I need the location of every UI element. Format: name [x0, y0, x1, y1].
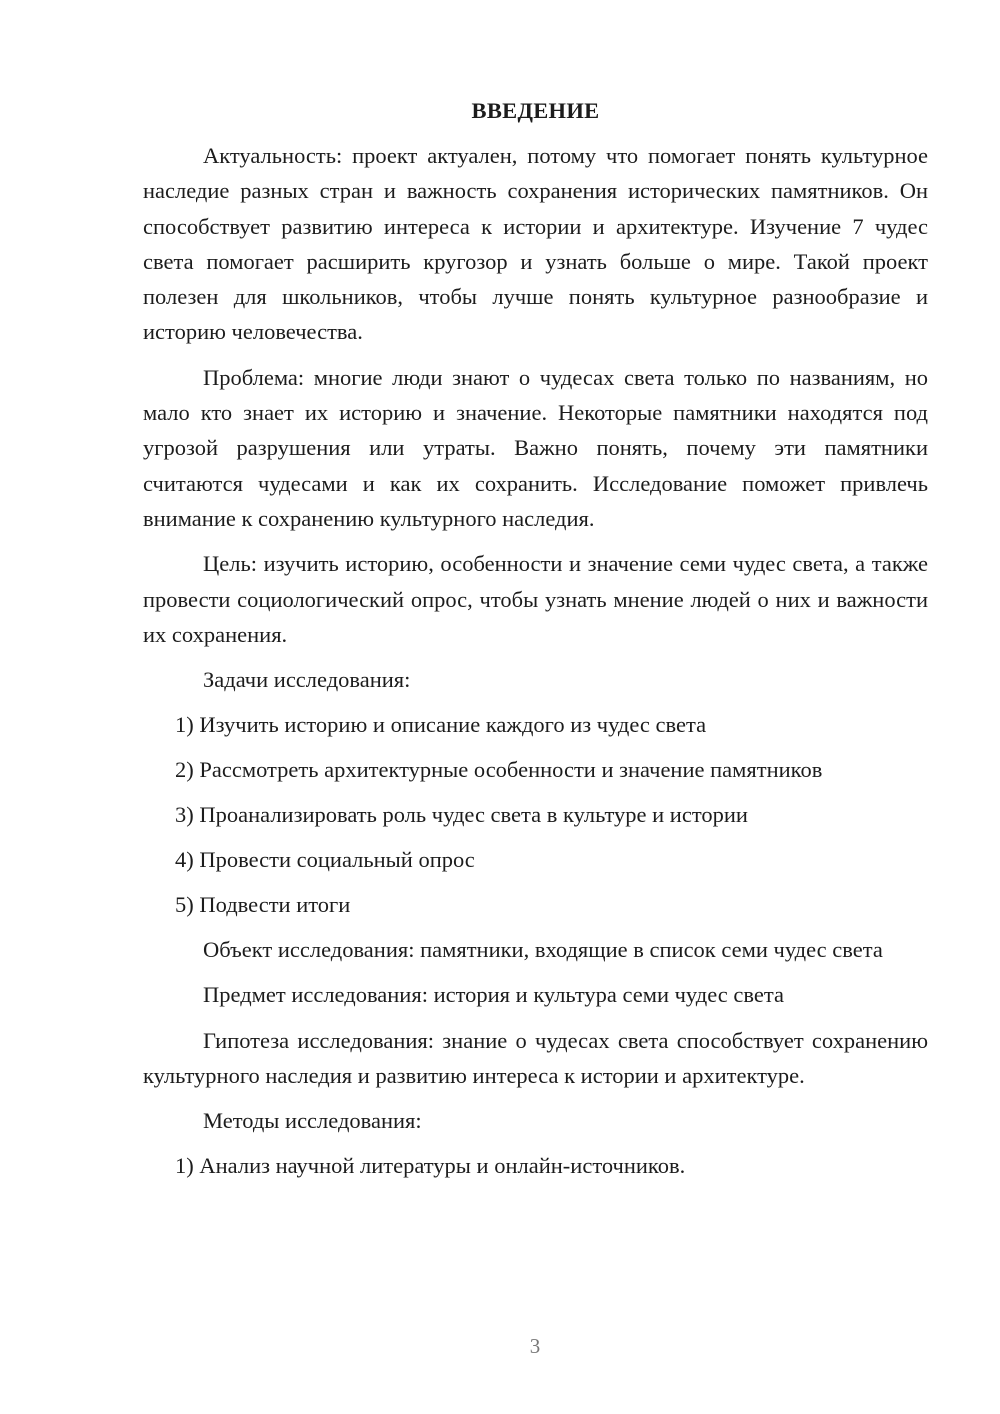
task-item: 4) Провести социальный опрос: [175, 847, 475, 873]
document-page: [143, 93, 928, 1193]
task-item: 5) Подвести итоги: [175, 892, 351, 918]
goal-paragraph: Цель: изучить историю, особенности и значение семи чудес света, а также провести социологический опрос, чтобы узнать мнение людей о них и важности их сохранения.: [143, 551, 928, 647]
methods-heading: Методы исследования:: [203, 1108, 422, 1134]
task-item: 2) Рассмотреть архитектурные особенности и значение памятников: [175, 757, 823, 783]
object-paragraph: Объект исследования: памятники, входящие в список семи чудес света: [203, 937, 883, 963]
hypothesis-paragraph: Гипотеза исследования: знание о чудесах света способствует сохранению культурного наследия и развитию интереса к истории и архитектуре.: [143, 1027, 928, 1089]
method-item: 1) Анализ научной литературы и онлайн-источников.: [175, 1153, 686, 1179]
subject-paragraph: Предмет исследования: история и культура семи чудес света: [203, 982, 784, 1008]
task-item: 3) Проанализировать роль чудес света в культуре и истории: [175, 802, 748, 828]
relevance-paragraph: Актуальность: проект актуален, потому что помогает понять культурное наследие разных стран и важность сохранения исторических памятников. Он способствует развитию интереса к истории и архитектуре. Изучение 7 чудес света помогает расширить кругозор и узнать больше о мире. Такой проект полезен для школьников, чтобы лучше понять культурное разнообразие и историю человечества.: [143, 143, 928, 345]
problem-paragraph: Проблема: многие люди знают о чудесах света только по названиям, но мало кто знает их историю и значение. Некоторые памятники находятся под угрозой разрушения или утраты. Важно понять, почему эти памятники считаются чудесами и как их сохранить. Исследование поможет привлечь внимание к сохранению культурного наследия.: [143, 364, 928, 531]
tasks-heading: Задачи исследования:: [203, 667, 411, 693]
task-item: 1) Изучить историю и описание каждого из чудес света: [175, 712, 707, 738]
page-title: ВВЕДЕНИЕ: [471, 98, 600, 123]
page-number: 3: [529, 1334, 541, 1358]
